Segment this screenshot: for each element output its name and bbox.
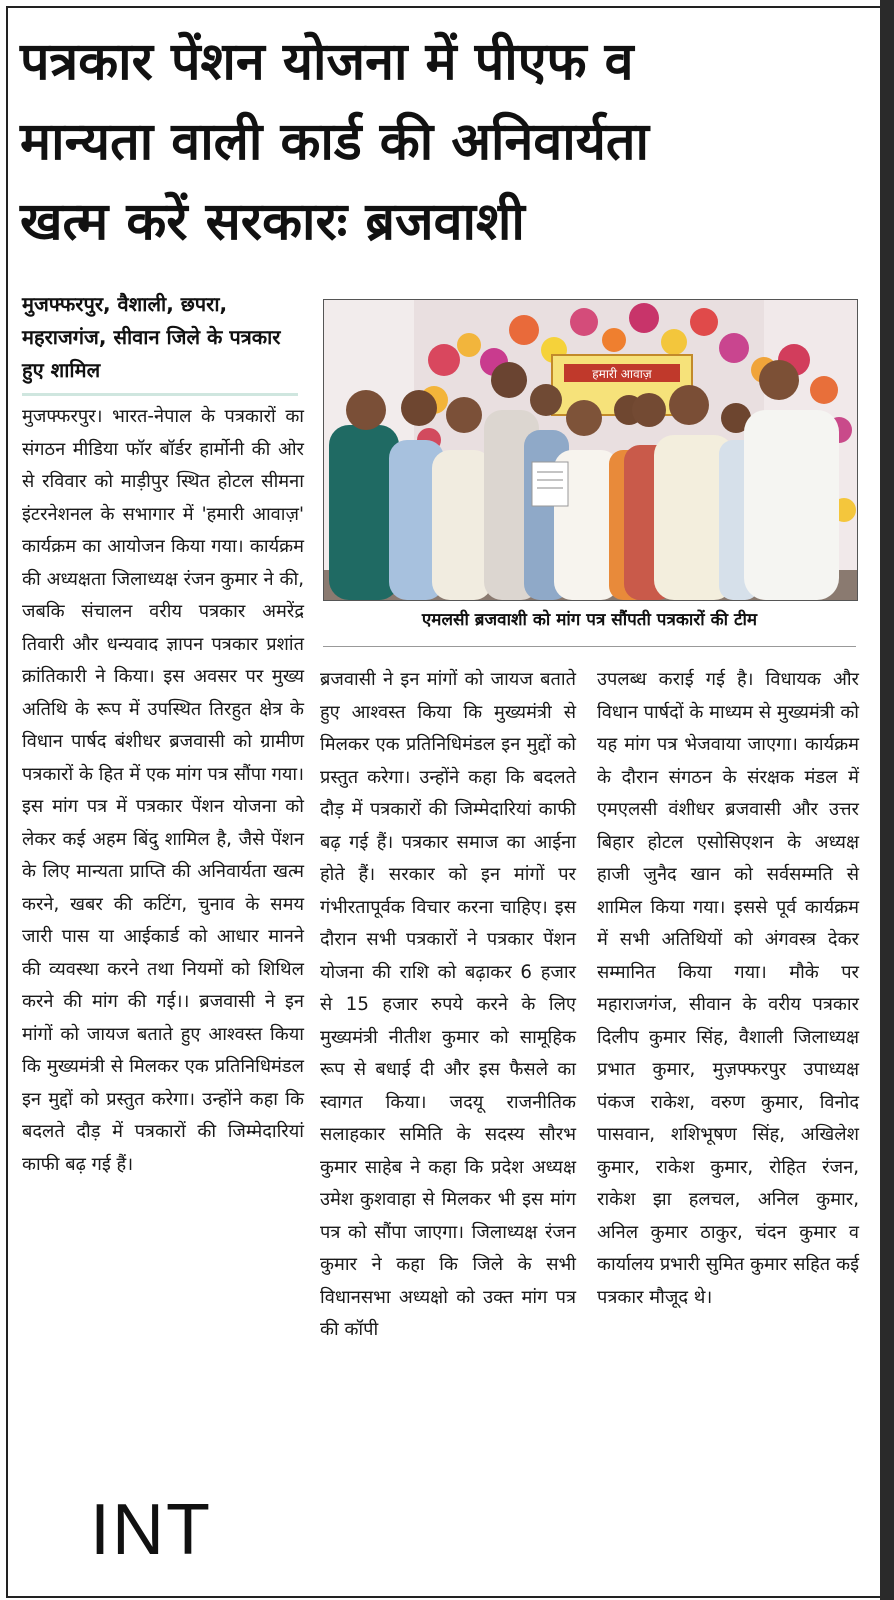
caption-rule — [323, 646, 856, 647]
news-photo — [323, 299, 858, 601]
photo-banner-text: हमारी आवाज़ — [592, 367, 652, 381]
headline-line-1: पत्रकार पेंशन योजना में पीएफ व — [20, 32, 634, 92]
headline-line-3: खत्म करें सरकारः ब्रजवाशी — [20, 192, 525, 252]
headline — [20, 22, 870, 262]
photo-caption: एमलसी ब्रजवाशी को मांग पत्र सौंपती पत्रकारों की टीम — [421, 610, 758, 630]
agency-tag: INT — [90, 1490, 212, 1570]
headline-line-2: मान्यता वाली कार्ड की अनिवार्यता — [20, 112, 650, 172]
article-column-2: ब्रजवासी ने इन मांगों को जायज बताते हुए आश्वस्त किया कि मुख्यमंत्री से मिलकर एक प्रतिनिधिमंडल इन मुद्दों को प्रस्तुत करेगा। उन्होंने कहा कि बदलते दौड़ में पत्रकारों की जिम्मेदारियां काफी बढ़ गई हैं। पत्रकार समाज का आईना होते हैं। सरकार को इन मांगों पर गंभीरतापूर्वक विचार करना चाहिए। इस दौरान सभी पत्रकारों ने पत्रकार पेंशन योजना की राशि को बढ़ाकर 6 हजार से 15 हजार रुपये करने के लिए मुख्यमंत्री नीतीश कुमार को सामूहिक रूप से बधाई दी और इस फैसले का स्वागत किया। जदयू राजनीतिक सलाहकार समिति के सदस्य सौरभ कुमार साहेब ने कहा कि प्रदेश अध्यक्ष उमेश कुशवाहा से मिलकर भी इस मांग पत्र को सौंपा जाएगा। जिलाध्यक्ष रंजन कुमार ने कहा कि जिले के सभी विधानसभा अध्यक्षो को उक्त मांग पत्र की कॉपी — [320, 669, 576, 1340]
subheadline-rule — [22, 393, 298, 396]
article-column-1: मुजफ्फरपुर। भारत-नेपाल के पत्रकारों का संगठन मीडिया फॉर बॉर्डर हार्मोनी की ओर से रविवार को माड़ीपुर स्थित होटल सीमना इंटरनेशनल के सभागार में 'हमारी आवाज़' कार्यक्रम का आयोजन किया गया। कार्यक्रम की अध्यक्षता जिलाध्यक्ष रंजन कुमार ने की, जबकि संचालन वरीय पत्रकार अमरेंद्र तिवारी और धन्यवाद ज्ञापन पत्रकार प्रशांत क्रांतिकारी ने किया। इस अवसर पर मुख्य अतिथि के रूप में उपस्थित तिरहुत क्षेत्र के विधान पार्षद बंशीधर ब्रजवासी को ग्रामीण पत्रकारों के हित में एक मांग पत्र सौंपा गया। इस मांग पत्र में पत्रकार पेंशन योजना को लेकर कई अहम बिंदु शामिल है, जैसे पेंशन के लिए मान्यता प्राप्ति की अनिवार्यता खत्म करने, खबर की कटिंग, चुनाव के समय जारी पास या आईकार्ड को आधार मानने की व्यवस्था करने तथा नियमों को शिथिल करने की मांग की गई।। ब्रजवासी ने इन मांगों को जायज बताते हुए आश्वस्त किया कि मुख्यमंत्री से मिलकर एक प्रतिनिधिमंडल इन मुद्दों को प्रस्तुत करेगा। उन्होंने कहा कि बदलते दौड़ में पत्रकारों की जिम्मेदारियां काफी बढ़ गई हैं। — [22, 406, 304, 1175]
right-edge-bar — [880, 0, 894, 1600]
subheadline: मुजफ्फरपुर, वैशाली, छपरा, महराजगंज, सीवान जिले के पत्रकार हुए शामिल — [22, 292, 281, 382]
article-column-3: उपलब्ध कराई गई है। विधायक और विधान पार्षदों के माध्यम से मुख्यमंत्री को यह मांग पत्र भेजवाया जाएगा। कार्यक्रम के दौरान संगठन के संरक्षक मंडल में एमएलसी वंशीधर ब्रजवासी और उत्तर बिहार होटल एसोसिएशन के अध्यक्ष हाजी जुनैद खान को सर्वसम्मति से शामिल किया गया। इससे पूर्व कार्यक्रम में सभी अतिथियों को अंगवस्त्र देकर सम्मानित किया गया। मौके पर महाराजगंज, सीवान के वरीय पत्रकार दिलीप कुमार सिंह, वैशाली जिलाध्यक्ष प्रभात कुमार, मुज़फ्फरपुर उपाध्यक्ष पंकज राकेश, वरुण कुमार, विनोद पासवान, शशिभूषण सिंह, अखिलेश कुमार, राकेश कुमार, रोहित रंजन, राकेश झा हलचल, अनिल कुमार, अनिल कुमार ठाकुर, चंदन कुमार व कार्यालय प्रभारी सुमित कुमार सहित कई पत्रकार मौजूद थे। — [597, 669, 859, 1308]
